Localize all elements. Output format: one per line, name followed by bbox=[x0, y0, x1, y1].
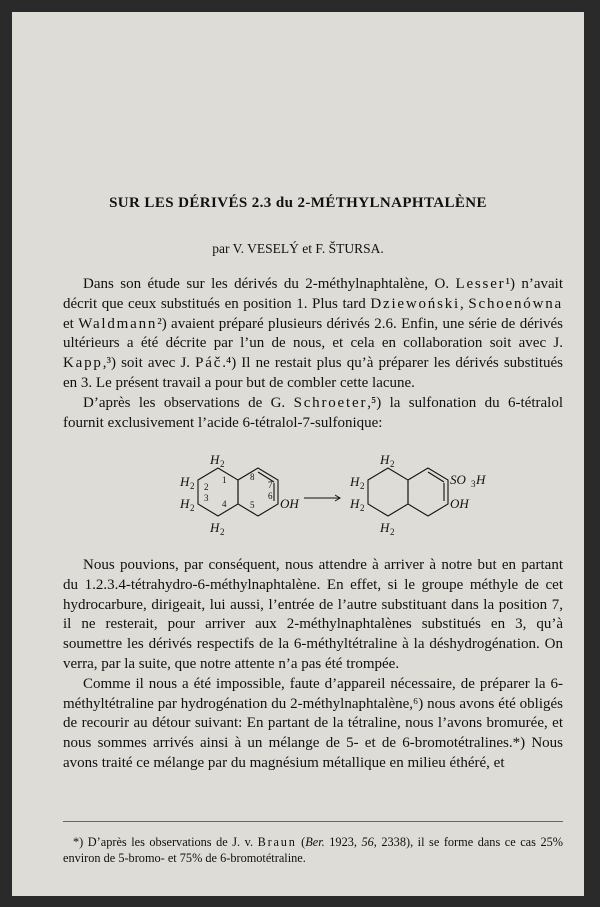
paragraph-1: Dans son étude sur les dérivés du 2-méthylnaphtalène, O. Lesser¹) n’avait décrit que ceux substitués en position 1. Plus tard Dziewoński, Schoenówna et Waldmann²) avaient préparé plusieurs dérivés 2.6. Enfin, une série de dérivés ultérieurs a été décrite par l’un de nous, et cela en collaboration soit avec J. Kapp,³) soit avec J. Páč.⁴) Il ne restait plus qu’à préparer les dérivés substitués en 3. Le présent travail a pour but de combler cette lacune. bbox=[63, 276, 564, 391]
svg-text:H: H bbox=[350, 474, 360, 489]
reaction-scheme bbox=[142, 452, 486, 552]
svg-text:H: H bbox=[350, 496, 360, 511]
footnote: *) D’après les observations de J. v. Braun (Ber. 1923, 56, 2338), il se forme dans ce cas 25% environ de 5-bromo- et 75% de 6-bromotétraline. bbox=[63, 835, 563, 865]
intro-text bbox=[63, 275, 563, 433]
body-text bbox=[63, 556, 563, 774]
svg-text:2: 2 bbox=[190, 503, 195, 513]
right-oh-label: OH bbox=[450, 496, 469, 511]
svg-text:2: 2 bbox=[204, 482, 209, 492]
svg-text:3: 3 bbox=[471, 479, 476, 489]
left-oh-label: OH bbox=[280, 496, 299, 511]
so3h-label: SO bbox=[450, 472, 466, 487]
svg-text:2: 2 bbox=[220, 527, 225, 537]
svg-text:H: H bbox=[476, 472, 486, 487]
article-title: SUR LES DÉRIVÉS 2.3 du 2-MÉTHYLNAPHTALÈNE bbox=[109, 195, 487, 211]
tetralol-structure bbox=[198, 468, 278, 516]
svg-text:3: 3 bbox=[204, 493, 209, 503]
svg-text:H: H bbox=[380, 452, 390, 467]
svg-text:4: 4 bbox=[222, 499, 227, 509]
svg-text:7: 7 bbox=[268, 480, 273, 490]
svg-text:2: 2 bbox=[390, 459, 395, 469]
article-byline: par V. VESELÝ et F. ŠTURSA. bbox=[212, 241, 384, 256]
svg-text:H: H bbox=[210, 520, 220, 535]
svg-text:8: 8 bbox=[250, 472, 255, 482]
document-page bbox=[12, 12, 584, 896]
svg-text:6: 6 bbox=[268, 491, 273, 501]
paragraph-3: Nous pouvions, par conséquent, nous attendre à arriver à notre but en partant du 1.2.3.4-tétrahydro-6-méthylnaphtalène. En effet, si le groupe méthyle de cet hydrocarbure, dirigeait, lui aussi, l’entrée de l’autre substituant dans la position 7, il ne resterait, pour arriver aux 2-méthylnaphtalènes substitués en 3, qu’à soumettre les dérivés respectifs de la 6-méthyltétraline à la déshydrogénation. On verra, par la suite, que notre attente n’a pas été trompée. bbox=[63, 557, 563, 672]
svg-text:2: 2 bbox=[360, 503, 365, 513]
left-h2-top: H bbox=[210, 452, 220, 467]
svg-text:2: 2 bbox=[390, 527, 395, 537]
svg-text:H: H bbox=[180, 496, 190, 511]
svg-text:2: 2 bbox=[220, 459, 225, 469]
svg-text:H: H bbox=[380, 520, 390, 535]
svg-text:H: H bbox=[180, 474, 190, 489]
svg-text:2: 2 bbox=[360, 481, 365, 491]
paragraph-2: D’après les observations de G. Schroeter,⁵) la sulfonation du 6-tétralol fournit exclusivement l’acide 6-tétralol-7-sulfonique: bbox=[63, 394, 563, 431]
svg-text:5: 5 bbox=[250, 500, 255, 510]
reaction-arrow bbox=[304, 495, 340, 501]
sulfonic-acid-structure bbox=[368, 468, 448, 516]
paragraph-4: Comme il nous a été impossible, faute d’appareil nécessaire, de préparer la 6-méthyltétraline par hydrogénation du 2-méthylnaphtalène,⁶) nous avons été obligés de recourir au détour suivant: En partant de la tétraline, nous l’avons bromurée, et nous sommes arrivés ainsi à un mélange de 5- et de 6-bromotétralines.*) Nous avons traité ce mélange par du magnésium métallique en milieu éthéré, et bbox=[63, 675, 563, 771]
footnote-rule bbox=[63, 821, 563, 822]
svg-text:1: 1 bbox=[222, 475, 227, 485]
svg-text:2: 2 bbox=[190, 481, 195, 491]
